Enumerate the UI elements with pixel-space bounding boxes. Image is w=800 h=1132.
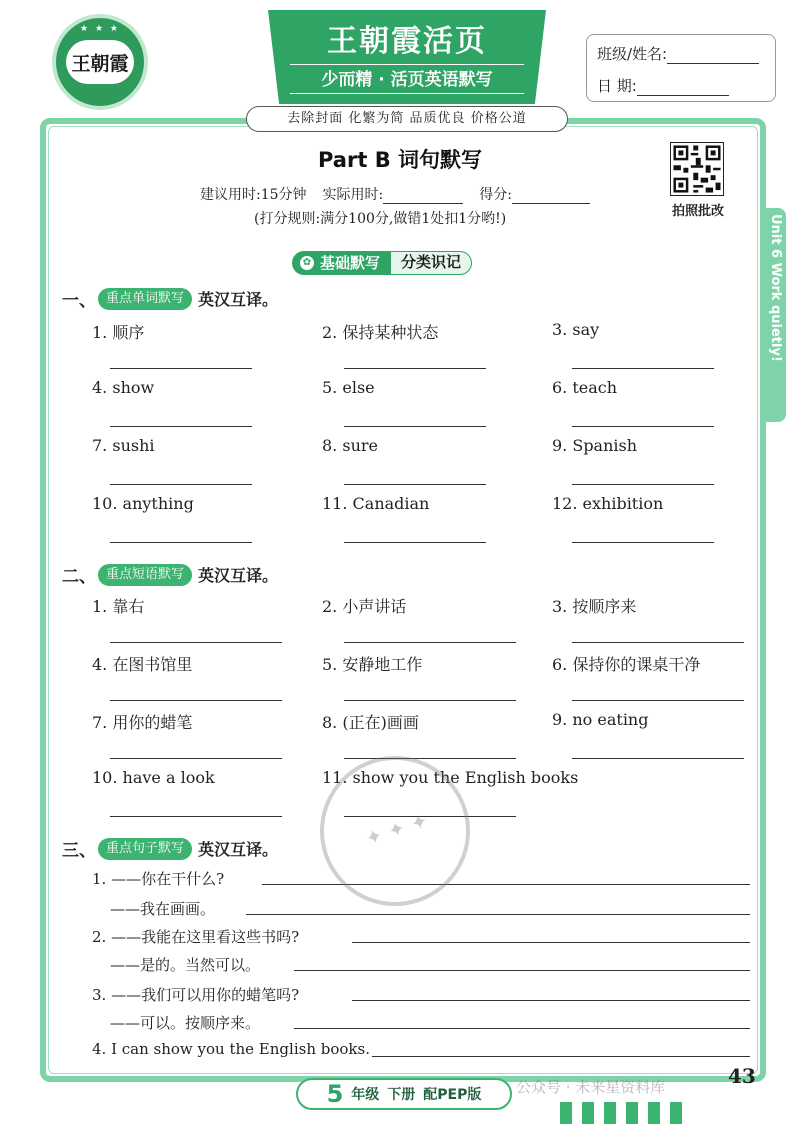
sentence-item: 2. ——我能在这里看这些书吗?: [92, 928, 300, 946]
answer-line[interactable]: [110, 642, 282, 643]
phrase-item: 10. have a look: [92, 768, 215, 787]
answer-line[interactable]: [572, 368, 714, 369]
grade-label: 年级: [351, 1087, 380, 1103]
grade-number: 5: [326, 1080, 344, 1108]
answer-line[interactable]: [352, 942, 750, 943]
word-item: 6. teach: [552, 378, 618, 397]
brand-logo: [52, 14, 148, 110]
answer-line[interactable]: [110, 758, 282, 759]
footer-grade-pill: [296, 1078, 512, 1110]
edition-label: 配PEP版: [423, 1087, 482, 1103]
class-name-field[interactable]: [667, 46, 759, 64]
logo-badge: [66, 40, 134, 84]
word-item: 4. show: [92, 378, 155, 397]
page-number: 43: [728, 1064, 756, 1088]
word-item: 10. anything: [92, 494, 194, 513]
actual-time-field[interactable]: [383, 188, 463, 204]
answer-line[interactable]: [110, 368, 252, 369]
section-2-instruction: 英汉互译。: [198, 566, 279, 585]
scoring-rule: (打分规则:满分100分,做错1处扣1分哟!): [254, 211, 507, 227]
answer-line[interactable]: [344, 542, 486, 543]
slogan: 去除封面 化繁为简 品质优良 价格公道: [246, 106, 568, 132]
section-banner-left: [292, 251, 390, 275]
section-3-instruction: 英汉互译。: [198, 840, 279, 859]
phrase-item: 9. no eating: [552, 710, 649, 729]
answer-line[interactable]: [572, 758, 744, 759]
sentence-item: 4. I can show you the English books.: [92, 1040, 370, 1058]
word-item: 9. Spanish: [552, 436, 638, 455]
sentence-item: ——我在画画。: [110, 900, 216, 918]
answer-line[interactable]: [572, 542, 714, 543]
decorative-bars: [560, 1102, 682, 1124]
section-banner-right: 分类识记: [390, 251, 472, 275]
logo-text: 王朝霞: [71, 52, 129, 75]
phrase-item: 7. 用你的蜡笔: [92, 713, 193, 732]
score-field[interactable]: [512, 188, 590, 204]
brand-subtitle: 少而精 · 活页英语默写: [290, 64, 524, 94]
date-field[interactable]: [637, 78, 729, 96]
section-2-heading: [62, 562, 278, 587]
answer-line[interactable]: [110, 542, 252, 543]
class-name-row: [597, 43, 759, 64]
phrase-item: 4. 在图书馆里: [92, 655, 193, 674]
answer-line[interactable]: [572, 484, 714, 485]
sentence-item: ——可以。按顺序来。: [110, 1014, 261, 1032]
qr-code-icon[interactable]: [670, 142, 724, 196]
section-3-pill: 重点句子默写: [98, 838, 192, 860]
word-item: 12. exhibition: [552, 494, 664, 513]
sentence-item: ——是的。当然可以。: [110, 956, 261, 974]
sentence-item: 1. ——你在干什么?: [92, 870, 225, 888]
section-banner: [292, 250, 472, 276]
star-icon: ★ ★ ★: [80, 24, 120, 34]
phrase-item: 8. (正在)画画: [322, 713, 419, 732]
section-3-heading: [62, 836, 278, 861]
qr-label: 拍照批改: [671, 204, 724, 219]
answer-line[interactable]: [294, 1028, 750, 1029]
answer-line[interactable]: [246, 914, 750, 915]
phrase-item: 11. show you the English books: [322, 768, 579, 787]
answer-line[interactable]: [572, 700, 744, 701]
answer-line[interactable]: [262, 884, 750, 885]
answer-line[interactable]: [344, 758, 516, 759]
word-item: 8. sure: [322, 436, 378, 455]
section-2-number: 二、: [62, 567, 96, 587]
sentence-item: 3. ——我们可以用你的蜡笔吗?: [92, 986, 300, 1004]
student-info-box: [586, 34, 776, 102]
section-1-pill: 重点单词默写: [98, 288, 192, 310]
answer-line[interactable]: [110, 484, 252, 485]
answer-line[interactable]: [344, 484, 486, 485]
unit-side-tab-label: Unit 6 Work quietly!: [768, 214, 783, 362]
section-1-number: 一、: [62, 291, 96, 311]
section-1-instruction: 英汉互译。: [198, 290, 279, 309]
date-row: [597, 75, 729, 96]
answer-line[interactable]: [344, 700, 516, 701]
word-item: 11. Canadian: [322, 494, 430, 513]
date-label: 日 期:: [597, 77, 637, 95]
answer-line[interactable]: [352, 1000, 750, 1001]
answer-line[interactable]: [344, 368, 486, 369]
answer-line[interactable]: [372, 1056, 750, 1057]
answer-line[interactable]: [344, 642, 516, 643]
section-1-heading: [62, 286, 278, 311]
answer-line[interactable]: [110, 426, 252, 427]
phrase-item: 6. 保持你的课桌干净: [552, 655, 701, 674]
actual-time-label: 实际用时:: [322, 187, 384, 203]
term-label: 下册: [387, 1087, 416, 1103]
flower-icon: ✿: [300, 256, 314, 270]
word-item: 7. sushi: [92, 436, 155, 455]
section-banner-left-label: 基础默写: [320, 254, 381, 272]
answer-line[interactable]: [572, 426, 714, 427]
phrase-item: 5. 安静地工作: [322, 655, 423, 674]
suggested-time: 建议用时:15分钟: [200, 187, 307, 203]
answer-line[interactable]: [294, 970, 750, 971]
watermark-text: 公众号 · 未来星资料库: [516, 1078, 666, 1096]
page-title: Part B 词句默写: [317, 148, 483, 172]
class-name-label: 班级/姓名:: [597, 45, 668, 63]
word-item: 1. 顺序: [92, 323, 145, 342]
brand-title: 王朝霞活页: [327, 24, 487, 59]
time-score-row: [200, 184, 590, 204]
answer-line[interactable]: [572, 642, 744, 643]
answer-line[interactable]: [110, 700, 282, 701]
phrase-item: 3. 按顺序来: [552, 597, 637, 616]
section-3-number: 三、: [62, 841, 96, 861]
phrase-item: 1. 靠右: [92, 597, 145, 616]
word-item: 3. say: [552, 320, 600, 339]
word-item: 5. else: [322, 378, 375, 397]
score-label: 得分:: [479, 187, 512, 203]
stamp-text: ✦ ✦ ✦: [362, 808, 431, 851]
answer-line[interactable]: [344, 426, 486, 427]
section-2-pill: 重点短语默写: [98, 564, 192, 586]
phrase-item: 2. 小声讲话: [322, 597, 407, 616]
word-item: 2. 保持某种状态: [322, 323, 439, 342]
answer-line[interactable]: [110, 816, 282, 817]
